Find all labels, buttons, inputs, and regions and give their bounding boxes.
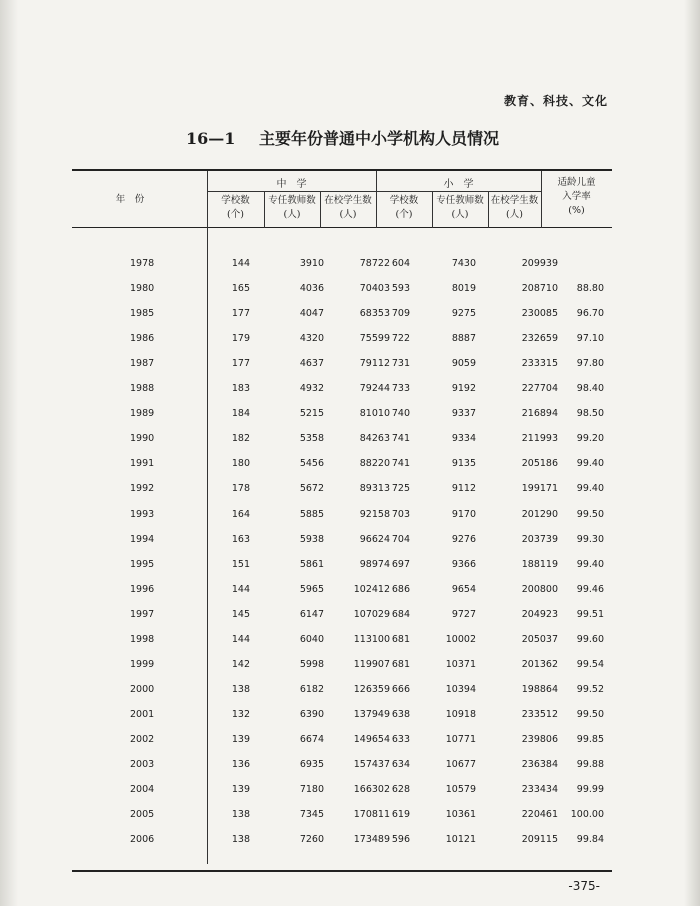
cell-middle-schools: 136 <box>231 759 250 770</box>
cell-primary-teachers: 10677 <box>445 759 476 770</box>
cell-enrollment-rate: 98.40 <box>576 383 604 394</box>
cell-enrollment-rate: 99.85 <box>576 734 604 745</box>
table-row <box>72 483 612 497</box>
cell-middle-students: 107029 <box>353 609 390 620</box>
cell-enrollment-rate: 99.52 <box>576 684 604 695</box>
cell-primary-teachers: 10771 <box>445 734 476 745</box>
cell-middle-students: 84263 <box>359 433 390 444</box>
cell-primary-schools: 725 <box>391 483 410 494</box>
cell-year: 2000 <box>130 684 155 695</box>
cell-primary-schools: 709 <box>391 308 410 319</box>
cell-middle-students: 81010 <box>359 408 390 419</box>
cell-middle-teachers: 6390 <box>299 709 324 720</box>
cell-middle-students: 75599 <box>359 333 390 344</box>
cell-primary-teachers: 8019 <box>451 283 476 294</box>
header-rate-line1: 适龄儿童 <box>557 177 596 188</box>
cell-middle-teachers: 5965 <box>299 584 324 595</box>
cell-middle-teachers: 5938 <box>299 534 324 545</box>
cell-primary-schools: 634 <box>391 759 410 770</box>
header-primary-teachers-label: 专任教师数 <box>436 195 484 206</box>
cell-primary-students: 199171 <box>521 483 558 494</box>
cell-enrollment-rate: 100.00 <box>570 809 604 820</box>
cell-primary-schools: 684 <box>391 609 410 620</box>
cell-enrollment-rate: 97.80 <box>576 358 604 369</box>
section-header: 教育、科技、文化 <box>503 94 608 108</box>
cell-middle-students: 68353 <box>359 308 390 319</box>
header-primary-students <box>488 194 541 222</box>
header-rate-unit: (%) <box>568 205 585 216</box>
cell-middle-students: 89313 <box>359 483 390 494</box>
cell-middle-teachers: 6674 <box>299 734 324 745</box>
table-row <box>72 433 612 447</box>
header-middle-teachers-label: 专任教师数 <box>268 195 316 206</box>
primary-group-rule <box>376 191 541 192</box>
table-row <box>72 458 612 472</box>
cell-middle-teachers: 5215 <box>299 408 324 419</box>
cell-year: 1980 <box>130 283 155 294</box>
cell-primary-students: 209939 <box>521 258 558 269</box>
table-row <box>72 509 612 523</box>
cell-enrollment-rate: 99.40 <box>576 483 604 494</box>
header-middle-students-label: 在校学生数 <box>324 195 372 206</box>
table-row <box>72 659 612 673</box>
page-edge-shadow-right <box>684 0 700 906</box>
table-row <box>72 709 612 723</box>
cell-primary-teachers: 9654 <box>451 584 476 595</box>
cell-primary-schools: 681 <box>391 659 410 670</box>
cell-year: 2004 <box>130 784 155 795</box>
cell-year: 1991 <box>130 458 155 469</box>
cell-enrollment-rate: 99.40 <box>576 559 604 570</box>
cell-primary-students: 205037 <box>521 634 558 645</box>
cell-enrollment-rate: 99.46 <box>576 584 604 595</box>
cell-middle-schools: 142 <box>231 659 250 670</box>
cell-middle-teachers: 5672 <box>299 483 324 494</box>
page-number: -375- <box>568 879 600 893</box>
cell-primary-teachers: 9366 <box>451 559 476 570</box>
cell-year: 1989 <box>130 408 155 419</box>
cell-middle-schools: 184 <box>231 408 250 419</box>
header-primary-group: 小 学 <box>443 179 474 190</box>
cell-enrollment-rate: 99.50 <box>576 709 604 720</box>
cell-year: 1995 <box>130 559 155 570</box>
cell-middle-teachers: 5885 <box>299 509 324 520</box>
cell-middle-schools: 132 <box>231 709 250 720</box>
header-middle-teachers <box>264 194 320 222</box>
cell-middle-schools: 138 <box>231 684 250 695</box>
cell-primary-schools: 741 <box>391 433 410 444</box>
cell-middle-teachers: 6182 <box>299 684 324 695</box>
cell-middle-schools: 145 <box>231 609 250 620</box>
cell-primary-teachers: 9334 <box>451 433 476 444</box>
cell-middle-students: 166302 <box>353 784 390 795</box>
header-year: 年 份 <box>115 194 145 205</box>
header-primary-schools <box>376 194 432 222</box>
cell-primary-teachers: 10918 <box>445 709 476 720</box>
cell-enrollment-rate: 99.30 <box>576 534 604 545</box>
cell-primary-schools: 628 <box>391 784 410 795</box>
header-primary-students-unit: (人) <box>506 209 523 220</box>
table-row <box>72 809 612 823</box>
cell-year: 1978 <box>130 258 155 269</box>
cell-primary-schools: 681 <box>391 634 410 645</box>
header-middle-schools-label: 学校数 <box>221 195 250 206</box>
cell-enrollment-rate: 99.40 <box>576 458 604 469</box>
cell-primary-students: 227704 <box>521 383 558 394</box>
cell-primary-schools: 633 <box>391 734 410 745</box>
cell-middle-schools: 177 <box>231 358 250 369</box>
header-middle-students-unit: (人) <box>339 209 357 220</box>
table-row <box>72 534 612 548</box>
cell-primary-teachers: 7430 <box>451 258 476 269</box>
cell-primary-schools: 619 <box>391 809 410 820</box>
cell-year: 2002 <box>130 734 155 745</box>
cell-primary-schools: 722 <box>391 333 410 344</box>
cell-primary-students: 232659 <box>521 333 558 344</box>
cell-middle-schools: 144 <box>231 634 250 645</box>
cell-middle-teachers: 4320 <box>299 333 324 344</box>
cell-middle-schools: 151 <box>231 559 250 570</box>
cell-enrollment-rate: 99.20 <box>576 433 604 444</box>
cell-primary-students: 220461 <box>521 809 558 820</box>
table-number: 16—1 <box>186 129 236 148</box>
header-middle-schools-unit: (个) <box>227 209 244 220</box>
cell-enrollment-rate: 99.50 <box>576 509 604 520</box>
cell-middle-schools: 178 <box>231 483 250 494</box>
cell-middle-schools: 165 <box>231 283 250 294</box>
cell-primary-teachers: 10394 <box>445 684 476 695</box>
cell-middle-students: 119907 <box>353 659 390 670</box>
table-header-rule <box>72 227 612 228</box>
cell-primary-students: 233315 <box>521 358 558 369</box>
cell-primary-students: 201362 <box>521 659 558 670</box>
cell-middle-students: 96624 <box>359 534 390 545</box>
cell-middle-schools: 139 <box>231 784 250 795</box>
page-edge-shadow-left <box>0 0 18 906</box>
cell-primary-students: 208710 <box>521 283 558 294</box>
table-row <box>72 784 612 798</box>
cell-primary-students: 233512 <box>521 709 558 720</box>
cell-middle-teachers: 3910 <box>299 258 324 269</box>
cell-primary-teachers: 10002 <box>445 634 476 645</box>
cell-primary-students: 201290 <box>521 509 558 520</box>
header-primary-teachers-unit: (人) <box>451 209 469 220</box>
cell-middle-teachers: 4637 <box>299 358 324 369</box>
cell-middle-students: 173489 <box>353 834 390 845</box>
cell-middle-schools: 144 <box>231 584 250 595</box>
cell-middle-teachers: 6040 <box>299 634 324 645</box>
middle-group-rule <box>207 191 376 192</box>
cell-year: 1997 <box>130 609 155 620</box>
cell-primary-schools: 697 <box>391 559 410 570</box>
table-row <box>72 634 612 648</box>
cell-primary-teachers: 9727 <box>451 609 476 620</box>
cell-middle-teachers: 7345 <box>299 809 324 820</box>
header-rate-line2: 入学率 <box>562 191 591 202</box>
table-row <box>72 759 612 773</box>
cell-year: 2003 <box>130 759 155 770</box>
cell-primary-schools: 666 <box>391 684 410 695</box>
cell-primary-students: 211993 <box>521 433 558 444</box>
cell-enrollment-rate: 99.84 <box>576 834 604 845</box>
cell-year: 1986 <box>130 333 155 344</box>
cell-primary-students: 205186 <box>521 458 558 469</box>
header-middle-students <box>320 194 376 222</box>
cell-middle-students: 149654 <box>353 734 390 745</box>
cell-middle-students: 170811 <box>353 809 390 820</box>
table-row <box>72 408 612 422</box>
cell-primary-teachers: 9192 <box>451 383 476 394</box>
cell-primary-schools: 741 <box>391 458 410 469</box>
cell-middle-students: 126359 <box>353 684 390 695</box>
cell-middle-teachers: 4036 <box>299 283 324 294</box>
cell-middle-schools: 144 <box>231 258 250 269</box>
cell-primary-schools: 731 <box>391 358 410 369</box>
cell-year: 2006 <box>130 834 155 845</box>
cell-year: 2005 <box>130 809 155 820</box>
cell-middle-teachers: 5998 <box>299 659 324 670</box>
table-row <box>72 283 612 297</box>
cell-primary-schools: 604 <box>391 258 410 269</box>
cell-year: 1998 <box>130 634 155 645</box>
table-row <box>72 834 612 848</box>
table-title-text: 主要年份普通中小学机构人员情况 <box>258 129 499 148</box>
cell-middle-schools: 183 <box>231 383 250 394</box>
cell-year: 1996 <box>130 584 155 595</box>
cell-year: 1987 <box>130 358 155 369</box>
cell-year: 1994 <box>130 534 155 545</box>
cell-year: 1999 <box>130 659 155 670</box>
cell-primary-schools: 686 <box>391 584 410 595</box>
cell-middle-teachers: 6935 <box>299 759 324 770</box>
cell-middle-teachers: 5456 <box>299 458 324 469</box>
header-enrollment-rate <box>541 176 612 218</box>
cell-primary-students: 203739 <box>521 534 558 545</box>
cell-middle-schools: 179 <box>231 333 250 344</box>
cell-middle-students: 78722 <box>359 258 390 269</box>
cell-year: 1988 <box>130 383 155 394</box>
cell-middle-students: 88220 <box>359 458 390 469</box>
header-primary-schools-label: 学校数 <box>389 195 419 206</box>
cell-primary-students: 204923 <box>521 609 558 620</box>
cell-primary-students: 236384 <box>521 759 558 770</box>
table-bottom-rule <box>72 870 612 872</box>
cell-primary-students: 198864 <box>521 684 558 695</box>
table-row <box>72 333 612 347</box>
cell-enrollment-rate: 99.99 <box>576 784 604 795</box>
cell-primary-teachers: 9276 <box>451 534 476 545</box>
cell-primary-students: 200800 <box>521 584 558 595</box>
cell-middle-students: 79112 <box>359 358 390 369</box>
cell-primary-teachers: 8887 <box>451 333 476 344</box>
table-row <box>72 684 612 698</box>
header-middle-group: 中 学 <box>276 179 307 190</box>
cell-year: 1992 <box>130 483 155 494</box>
cell-primary-students: 188119 <box>521 559 558 570</box>
table-title <box>186 126 499 149</box>
table-row <box>72 383 612 397</box>
cell-primary-teachers: 9059 <box>451 358 476 369</box>
cell-enrollment-rate: 99.51 <box>576 609 604 620</box>
cell-primary-students: 239806 <box>521 734 558 745</box>
table-row <box>72 308 612 322</box>
cell-middle-students: 157437 <box>353 759 390 770</box>
table-top-rule <box>72 169 612 171</box>
cell-enrollment-rate: 99.60 <box>576 634 604 645</box>
cell-primary-teachers: 9337 <box>451 408 476 419</box>
cell-middle-schools: 138 <box>231 834 250 845</box>
cell-middle-schools: 139 <box>231 734 250 745</box>
table-row <box>72 584 612 598</box>
cell-primary-schools: 740 <box>391 408 410 419</box>
cell-middle-teachers: 6147 <box>299 609 324 620</box>
table-row <box>72 559 612 573</box>
header-middle-teachers-unit: (人) <box>283 209 301 220</box>
header-primary-students-label: 在校学生数 <box>490 195 539 206</box>
cell-middle-students: 79244 <box>359 383 390 394</box>
cell-middle-schools: 163 <box>231 534 250 545</box>
cell-primary-schools: 593 <box>391 283 410 294</box>
cell-middle-schools: 138 <box>231 809 250 820</box>
cell-middle-schools: 180 <box>231 458 250 469</box>
cell-enrollment-rate: 99.54 <box>576 659 604 670</box>
cell-middle-students: 102412 <box>353 584 390 595</box>
cell-primary-students: 216894 <box>521 408 558 419</box>
cell-year: 1985 <box>130 308 155 319</box>
cell-primary-schools: 733 <box>391 383 410 394</box>
cell-primary-schools: 638 <box>391 709 410 720</box>
cell-primary-students: 230085 <box>521 308 558 319</box>
cell-year: 1990 <box>130 433 155 444</box>
cell-enrollment-rate: 99.88 <box>576 759 604 770</box>
cell-primary-schools: 596 <box>391 834 410 845</box>
cell-middle-teachers: 7260 <box>299 834 324 845</box>
cell-enrollment-rate: 97.10 <box>576 333 604 344</box>
cell-middle-schools: 182 <box>231 433 250 444</box>
cell-primary-teachers: 10121 <box>445 834 476 845</box>
table-row <box>72 258 612 272</box>
cell-middle-teachers: 4932 <box>299 383 324 394</box>
cell-primary-schools: 703 <box>391 509 410 520</box>
cell-primary-students: 233434 <box>521 784 558 795</box>
cell-middle-teachers: 5861 <box>299 559 324 570</box>
table-row <box>72 734 612 748</box>
cell-primary-teachers: 10579 <box>445 784 476 795</box>
cell-middle-students: 92158 <box>359 509 390 520</box>
cell-enrollment-rate: 98.50 <box>576 408 604 419</box>
cell-middle-schools: 164 <box>231 509 250 520</box>
cell-middle-students: 113100 <box>353 634 390 645</box>
cell-middle-schools: 177 <box>231 308 250 319</box>
cell-primary-teachers: 9275 <box>451 308 476 319</box>
cell-enrollment-rate: 96.70 <box>576 308 604 319</box>
cell-primary-teachers: 10371 <box>445 659 476 670</box>
cell-middle-teachers: 4047 <box>299 308 324 319</box>
cell-primary-teachers: 9112 <box>451 483 476 494</box>
cell-middle-teachers: 5358 <box>299 433 324 444</box>
header-primary-schools-unit: (个) <box>395 209 413 220</box>
cell-primary-schools: 704 <box>391 534 410 545</box>
header-middle-schools <box>207 194 264 222</box>
table-row <box>72 358 612 372</box>
table-row <box>72 609 612 623</box>
cell-primary-students: 209115 <box>521 834 558 845</box>
cell-primary-teachers: 10361 <box>445 809 476 820</box>
cell-primary-teachers: 9170 <box>451 509 476 520</box>
cell-enrollment-rate: 88.80 <box>576 283 604 294</box>
cell-year: 1993 <box>130 509 155 520</box>
cell-middle-students: 98974 <box>359 559 390 570</box>
header-primary-teachers <box>432 194 488 222</box>
cell-year: 2001 <box>130 709 155 720</box>
cell-middle-students: 70403 <box>359 283 390 294</box>
cell-middle-teachers: 7180 <box>299 784 324 795</box>
cell-primary-teachers: 9135 <box>451 458 476 469</box>
cell-middle-students: 137949 <box>353 709 390 720</box>
